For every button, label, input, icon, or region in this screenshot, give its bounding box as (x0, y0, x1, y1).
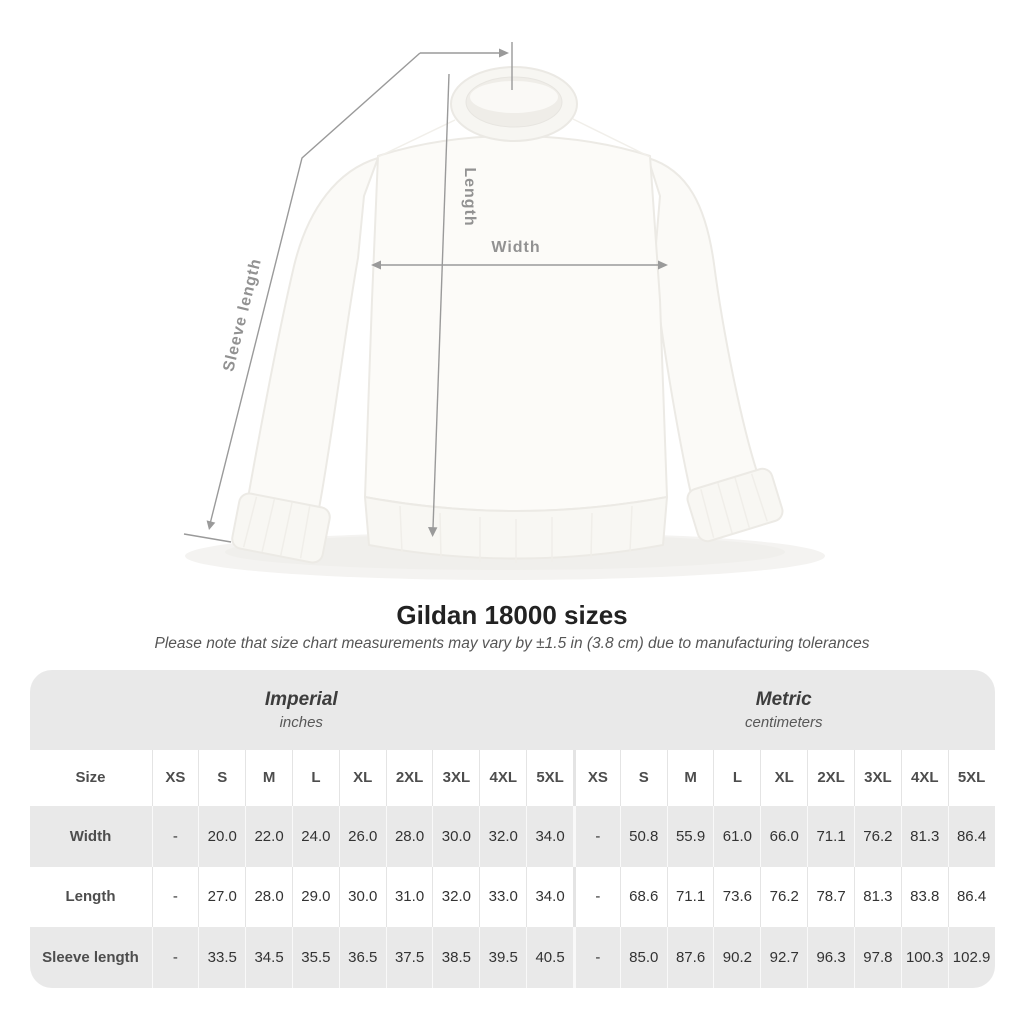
table-cell: 87.6 (667, 927, 714, 988)
table-cell: 37.5 (386, 927, 433, 988)
size-header: Size (75, 769, 106, 787)
table-cell: 28.0 (386, 806, 433, 867)
row-label: Width (69, 827, 112, 845)
column-header: S (620, 750, 667, 806)
column-header: L (713, 750, 760, 806)
table-cell: 81.3 (854, 867, 901, 927)
column-header: XS (573, 750, 620, 806)
table-cell: 32.0 (432, 867, 479, 927)
table-cell: 83.8 (901, 867, 948, 927)
table-cell: 66.0 (760, 806, 807, 867)
table-cell: - (573, 867, 620, 927)
column-header: M (667, 750, 714, 806)
table-cell: 102.9 (948, 927, 995, 988)
units-header-band (30, 670, 995, 750)
column-header-row (30, 750, 995, 806)
table-cell: 71.1 (807, 806, 854, 867)
table-cell: 78.7 (807, 867, 854, 927)
table-cell: 86.4 (948, 867, 995, 927)
page-subtitle: Please note that size chart measurements may vary by ±1.5 in (3.8 cm) due to manufacturing tolerances (154, 635, 870, 652)
table-cell: 85.0 (620, 927, 667, 988)
table-cell: - (152, 867, 199, 927)
metric-title: Metric (755, 688, 812, 710)
table-cell: - (152, 806, 199, 867)
table-cell: 76.2 (854, 806, 901, 867)
table-cell: 35.5 (292, 927, 339, 988)
table-cell: 26.0 (339, 806, 386, 867)
column-header: 5XL (948, 750, 995, 806)
table-cell: 100.3 (901, 927, 948, 988)
table-cell: 61.0 (713, 806, 760, 867)
table-cell: 29.0 (292, 867, 339, 927)
table-cell: 30.0 (339, 867, 386, 927)
table-cell: - (573, 927, 620, 988)
column-header: 3XL (854, 750, 901, 806)
table-cell: 27.0 (198, 867, 245, 927)
imperial-unit: inches (279, 713, 323, 731)
column-header: XL (760, 750, 807, 806)
table-cell: 34.0 (526, 867, 573, 927)
table-cell: 86.4 (948, 806, 995, 867)
column-header: S (198, 750, 245, 806)
size-chart-table (30, 670, 995, 988)
collar (451, 67, 577, 141)
column-header: 2XL (807, 750, 854, 806)
column-header: XS (152, 750, 199, 806)
column-header: M (245, 750, 292, 806)
table-cell: 68.6 (620, 867, 667, 927)
table-cell: - (152, 927, 199, 988)
column-header: 4XL (479, 750, 526, 806)
sleeve-length-label: Sleeve length (220, 256, 265, 374)
column-header: 5XL (526, 750, 573, 806)
row-label: Sleeve length (42, 948, 139, 966)
column-header: 2XL (386, 750, 433, 806)
table-cell: 73.6 (713, 867, 760, 927)
table-cell: 28.0 (245, 867, 292, 927)
column-header: 4XL (901, 750, 948, 806)
column-header: XL (339, 750, 386, 806)
table-cell: 55.9 (667, 806, 714, 867)
table-cell: 39.5 (479, 927, 526, 988)
table-cell: 40.5 (526, 927, 573, 988)
table-cell: 36.5 (339, 927, 386, 988)
table-cell: 50.8 (620, 806, 667, 867)
table-cell: - (573, 806, 620, 867)
table-cell: 33.5 (198, 927, 245, 988)
metric-unit: centimeters (744, 713, 823, 731)
table-cell: 31.0 (386, 867, 433, 927)
page-title: Gildan 18000 sizes (396, 600, 628, 630)
table-cell: 38.5 (432, 927, 479, 988)
table-cell: 97.8 (854, 927, 901, 988)
table-cell: 33.0 (479, 867, 526, 927)
table-cell: 34.0 (526, 806, 573, 867)
sweatshirt-image (185, 67, 825, 580)
table-cell: 90.2 (713, 927, 760, 988)
table-cell: 81.3 (901, 806, 948, 867)
table-row-width (30, 806, 995, 867)
metric-section-header (573, 670, 995, 750)
row-label: Length (65, 888, 116, 906)
table-cell: 76.2 (760, 867, 807, 927)
length-label: Length (461, 167, 478, 227)
table-cell: 22.0 (245, 806, 292, 867)
imperial-section-header (30, 670, 574, 750)
table-row-sleeve-length (30, 927, 995, 988)
table-cell: 20.0 (198, 806, 245, 867)
table-row-length (30, 867, 995, 927)
table-cell: 71.1 (667, 867, 714, 927)
width-label: Width (491, 239, 541, 256)
column-header: 3XL (432, 750, 479, 806)
table-cell: 96.3 (807, 927, 854, 988)
table-cell: 24.0 (292, 806, 339, 867)
table-cell: 34.5 (245, 927, 292, 988)
column-header: L (292, 750, 339, 806)
table-cell: 32.0 (479, 806, 526, 867)
table-cell: 92.7 (760, 927, 807, 988)
table-cell: 30.0 (432, 806, 479, 867)
imperial-title: Imperial (264, 688, 338, 710)
